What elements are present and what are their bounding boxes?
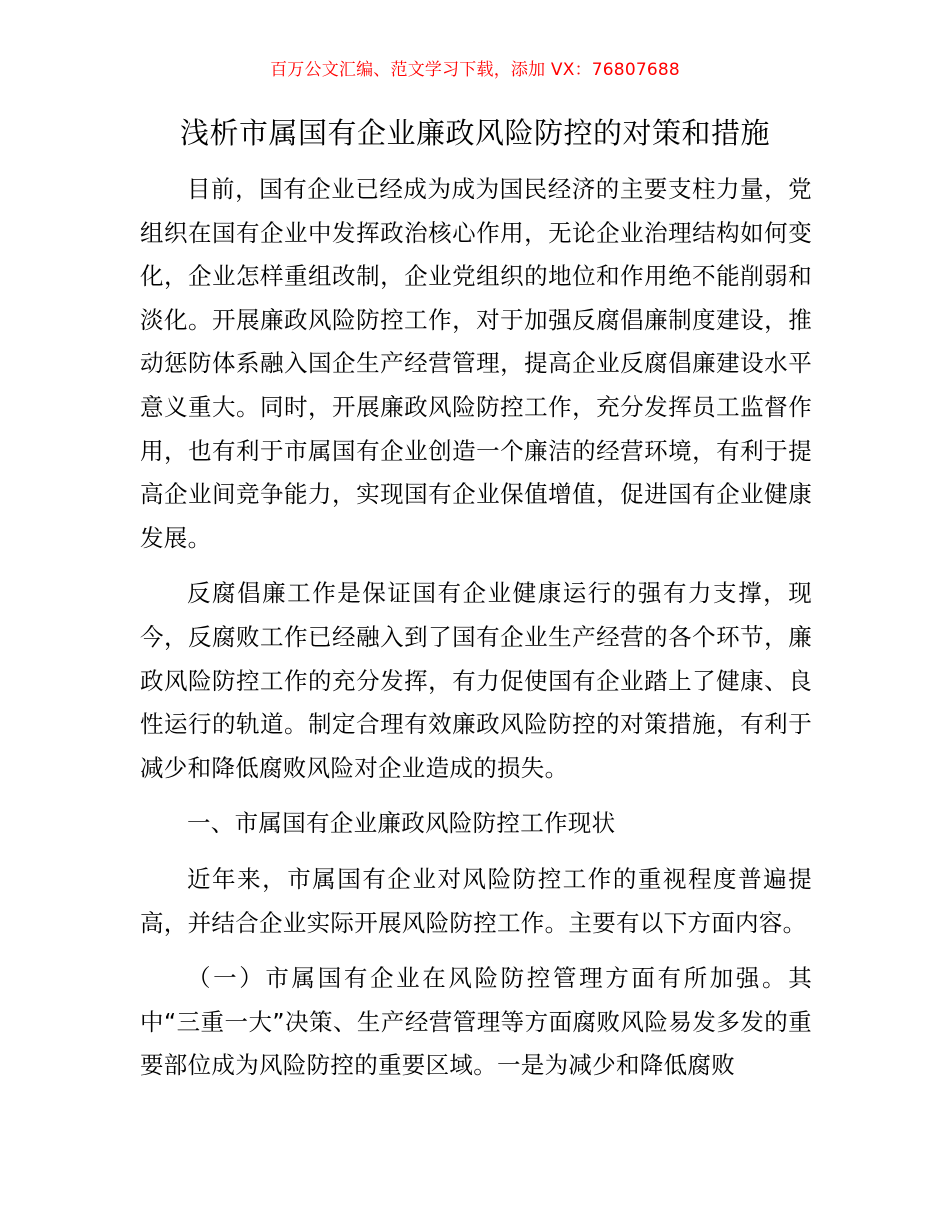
paragraph-intro: 目前，国有企业已经成为成为国民经济的主要支柱力量，党组织在国有企业中发挥政治核心作用，无论企业治理结构如何变化，企业怎样重组改制，企业党组织的地位和作用绝不能削弱和淡化。开展廉政风险防控工作，对于加强反腐倡廉制度建设，推动惩防体系融入国企生产经营管理，提高企业反腐倡廉建设水平意义重大。同时，开展廉政风险防控工作，充分发挥员工监督作用，也有利于市属国有企业创造一个廉洁的经营环境，有利于提高企业间竞争能力，实现国有企业保值增值，促进国有企业健康发展。 (140, 175, 812, 552)
section-heading-1: 一、市属国有企业廉政风险防控工作现状 (187, 809, 616, 838)
paragraph-subsection-1: （一）市属国有企业在风险防控管理方面有所加强。其中“三重一大”决策、生产经营管理等方面腐败风险易发多发的重要部位成为风险防控的重要区域。一是为减少和降低腐败 (140, 964, 812, 1080)
header-promo-note: 百万公文汇编、范文学习下载，添加 VX：76807688 (270, 60, 680, 80)
document-title: 浅析市属国有企业廉政风险防控的对策和措施 (179, 116, 770, 150)
paragraph-anticorruption: 反腐倡廉工作是保证国有企业健康运行的强有力支撑，现今，反腐败工作已经融入到了国有企业生产经营的各个环节，廉政风险防控工作的充分发挥，有力促使国有企业踏上了健康、良性运行的轨道。制定合理有效廉政风险防控的对策措施，有利于减少和降低腐败风险对企业造成的损失。 (140, 579, 812, 782)
paragraph-recent-years: 近年来，市属国有企业对风险防控工作的重视程度普遍提高，并结合企业实际开展风险防控工作。主要有以下方面内容。 (140, 864, 812, 937)
document-body (140, 168, 812, 1088)
